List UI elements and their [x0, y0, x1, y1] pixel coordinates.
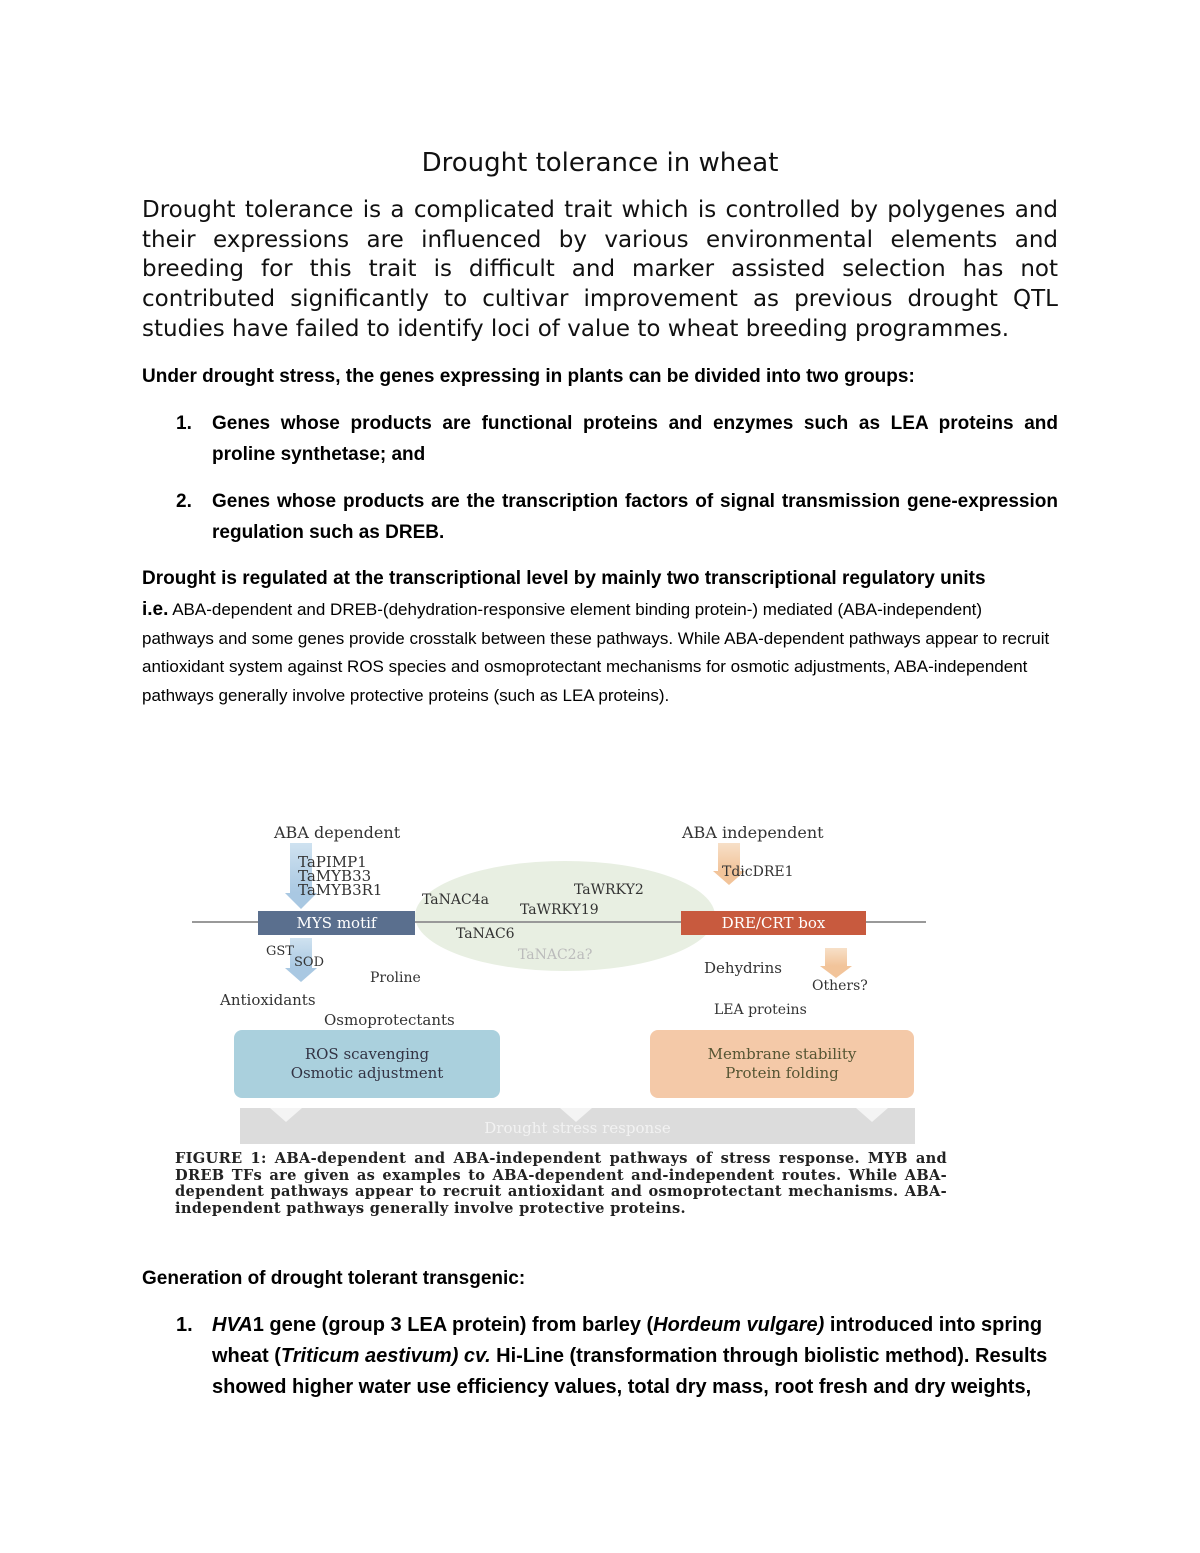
regulation-paragraph	[142, 596, 1058, 710]
ros-line: Osmotic adjustment	[290, 1064, 444, 1082]
generation-heading: Generation of drought tolerant transgenic:	[142, 1268, 526, 1289]
dna-line-middle	[415, 921, 685, 923]
dna-line-left	[192, 921, 262, 923]
drought-response-label: Drought stress response	[484, 1119, 671, 1137]
arrow-head-icon	[820, 966, 852, 978]
crosstalk-gene-label: TaNAC4a	[422, 892, 489, 908]
list-number: 2.	[176, 491, 192, 512]
arrow-head-icon	[285, 968, 317, 982]
intro-paragraph: Drought tolerance is a complicated trait which is controlled by polygenes and their expressions are influenced by various environmental elements and breeding for this trait is difficult and marker assisted selection has not contributed significantly to cultivar improvement as previous drought QTL studies have failed to identify loci of value to wheat breeding programmes.	[142, 197, 1058, 342]
crosstalk-gene-label: TaWRKY2	[574, 882, 644, 898]
regulation-heading: Drought is regulated at the transcriptional level by mainly two transcriptional regulatory units	[142, 568, 986, 589]
others-label: Others?	[812, 978, 868, 994]
crosstalk-gene-label: TaNAC6	[456, 926, 515, 942]
gene-label: TaMYB3R1	[298, 881, 383, 899]
text-run: introduced into spring wheat (	[212, 1314, 1043, 1367]
text-run: Hi-Line (transformation through biolistic method). Results showed higher water use efficiency values, total dry mass, root fresh and dry weights,	[212, 1345, 1048, 1398]
crosstalk-gene-label: TaWRKY19	[520, 902, 599, 918]
pathway-figure	[170, 808, 960, 1238]
mys-motif-box: MYS motif	[258, 911, 415, 935]
list-number: 1.	[176, 413, 192, 434]
membrane-line: Membrane stability	[707, 1045, 857, 1063]
dna-line-right	[866, 921, 926, 923]
text-run: 1 gene (group 3 LEA protein) from barley (	[252, 1314, 654, 1336]
aba-dependent-label: ABA dependent	[274, 823, 401, 842]
list-text: Genes whose products are functional proteins and enzymes such as LEA proteins and proline synthetase; and	[212, 413, 1058, 465]
species-name: Hordeum vulgare)	[653, 1314, 825, 1336]
sod-label: SOD	[294, 955, 324, 970]
figure-caption: FIGURE 1: ABA-dependent and ABA-independent pathways of stress response. MYB and DREB TFs are given as examples to ABA-dependent and-independent routes. While ABA-dependent pathways appear to recruit antioxidant and osmoprotectant mechanisms. ABA-independent pathways generally involve protective proteins.	[175, 1150, 947, 1217]
dehydrins-label: Dehydrins	[704, 959, 782, 977]
arrow-down-icon	[825, 948, 847, 966]
gene-name: HVA	[212, 1314, 253, 1336]
lea-proteins-label: LEA proteins	[714, 1002, 807, 1018]
gst-label: GST	[266, 944, 294, 959]
drought-response-bar	[240, 1108, 915, 1144]
ie-text: i.e.	[142, 599, 169, 620]
crosstalk-gene-label: TaNAC2a?	[518, 947, 593, 963]
list-number: 1.	[176, 1314, 193, 1336]
gene-label: TaPIMP1	[298, 853, 367, 871]
gene-label: TdicDRE1	[722, 864, 794, 880]
membrane-line: Protein folding	[725, 1064, 839, 1082]
page-title: Drought tolerance in wheat	[421, 148, 779, 178]
regulation-text: ABA-dependent and DREB-(dehydration-responsive element binding protein-) mediated (ABA-independent) pathways and some genes provide crosstalk between these pathways. While ABA-dependent pathways appear to recruit antioxidant system against ROS species and osmoprotectant mechanisms for osmotic adjustments, ABA-independent pathways generally involve protective proteins (such as LEA proteins).	[142, 600, 1050, 705]
list-text: Genes whose products are the transcription factors of signal transmission gene-expression regulation such as DREB.	[212, 491, 1058, 543]
aba-independent-label: ABA independent	[682, 823, 824, 842]
membrane-stability-box	[650, 1030, 914, 1098]
ros-line: ROS scavenging	[304, 1045, 430, 1063]
list-text	[212, 1310, 1058, 1403]
proline-label: Proline	[370, 970, 421, 986]
gene-label: TaMYB33	[298, 867, 372, 885]
ros-scavenging-box	[234, 1030, 500, 1098]
antioxidants-label: Antioxidants	[220, 991, 316, 1009]
gene-groups-heading: Under drought stress, the genes expressing in plants can be divided into two groups:	[142, 366, 915, 387]
osmoprotectants-label: Osmoprotectants	[324, 1011, 455, 1029]
dre-crt-box: DRE/CRT box	[681, 911, 866, 935]
species-name: Triticum aestivum) cv.	[280, 1345, 491, 1367]
